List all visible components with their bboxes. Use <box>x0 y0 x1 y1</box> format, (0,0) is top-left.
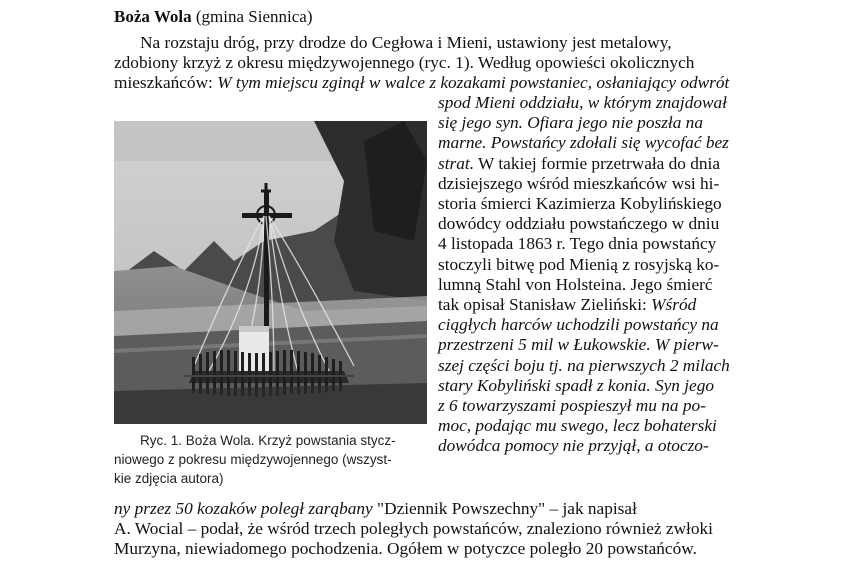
column-line-italic: dowódca pomocy nie przyjął, a otoczo- <box>438 436 709 456</box>
column-line <box>438 335 719 355</box>
figure-caption-line-1: Ryc. 1. Boża Wola. Krzyż powstania stycz- <box>140 433 396 448</box>
column-line-plain: dzisiejszego wśród mieszkańców wsi hi- <box>438 173 720 193</box>
column-line-italic: z 6 towarzyszami pospieszył mu na po- <box>438 396 706 415</box>
column-line <box>438 93 727 113</box>
column-line <box>438 234 716 254</box>
body-line-3 <box>114 73 729 93</box>
column-line <box>438 376 714 396</box>
column-line-italic: moc, podając mu swego, lecz bohaterski <box>438 416 717 436</box>
column-line-plain: lumną Stahl von Holsteina. Jego śmierć <box>438 274 713 294</box>
column-line-plain: dowódcy oddziału powstańczego w dniu <box>438 214 720 234</box>
column-line <box>438 214 719 234</box>
column-line <box>438 133 729 153</box>
column-line-italic: Wśród <box>651 295 697 314</box>
figure-photo <box>114 121 427 424</box>
column-line <box>438 194 722 214</box>
column-line-italic: się jego syn. Ofiara jego nie poszła na <box>438 113 703 133</box>
body-line-2: zdobiony krzyż z okresu międzywojennego (ryc. 1). Według opowieści okolicznych <box>114 53 695 72</box>
column-line <box>438 295 696 315</box>
column-line-plain: 4 listopada 1863 r. Tego dnia powstańcy <box>438 234 717 254</box>
column-line <box>438 315 719 335</box>
column-line <box>438 416 717 436</box>
column-line-italic: stary Kobyliński spadł z konia. Syn jego <box>438 375 714 395</box>
bottom-line-1 <box>114 499 637 519</box>
line-3-quote: W tym miejscu zginął w walce z kozakami powstaniec, osłaniający odwrót <box>217 73 730 92</box>
column-line-italic: marne. Powstańcy zdołali się wycofać bez <box>438 133 729 153</box>
column-line <box>438 356 730 376</box>
bottom-line-3: Murzyna, niewiadomego pochodzenia. Ogółem w potyczce poległo 20 powstańców. <box>114 539 697 558</box>
line-3-plain: mieszkańców: <box>114 73 218 92</box>
column-line-plain: stoczyli bitwę pod Mienią z rosyjską ko- <box>438 254 720 274</box>
column-line <box>438 255 719 275</box>
municipality-name: (gmina Siennica) <box>195 7 313 26</box>
column-line-italic: przestrzeni 5 mil w Łukowskie. W pierw- <box>438 335 719 355</box>
column-line-plain: tak opisał Stanisław Zieliński: <box>438 295 652 314</box>
column-line-italic: spod Mieni oddziału, w którym znajdował <box>438 93 727 112</box>
column-line <box>438 436 709 456</box>
figure-caption-line-2: niowego z pokresu międzywojennego (wszyst- <box>114 452 392 467</box>
column-line-plain: W takiej formie przetrwała do dnia <box>474 153 721 173</box>
column-line-italic: ciągłych harców uchodzili powstańcy na <box>438 315 719 335</box>
column-line-plain: storia śmierci Kazimierza Kobylińskiego <box>438 194 722 213</box>
column-line <box>438 113 703 133</box>
roadside-cross-photo <box>114 121 427 424</box>
place-name: Boża Wola <box>114 7 192 26</box>
column-line <box>438 396 706 416</box>
column-line-italic: szej części boju tj. na pierwszych 2 milach <box>438 355 730 375</box>
column-line <box>438 174 719 194</box>
column-line-italic: strat. <box>438 153 475 173</box>
figure-caption-line-3: kie zdjęcia autora) <box>114 471 224 486</box>
section-heading <box>114 5 312 29</box>
body-line-1: Na rozstaju dróg, przy drodze do Cegłowa i Mieni, ustawiony jest metalowy, <box>140 33 672 52</box>
bottom-line-1-quote: ny przez 50 kozaków poległ zarąbany <box>114 499 373 518</box>
bottom-line-1-plain: "Dziennik Powszechny" – jak napisał <box>372 499 637 518</box>
column-line <box>438 275 713 295</box>
column-line <box>438 154 720 174</box>
bottom-line-2: A. Wocial – podał, że wśród trzech poległych powstańców, znaleziono również zwłoki <box>114 519 713 538</box>
